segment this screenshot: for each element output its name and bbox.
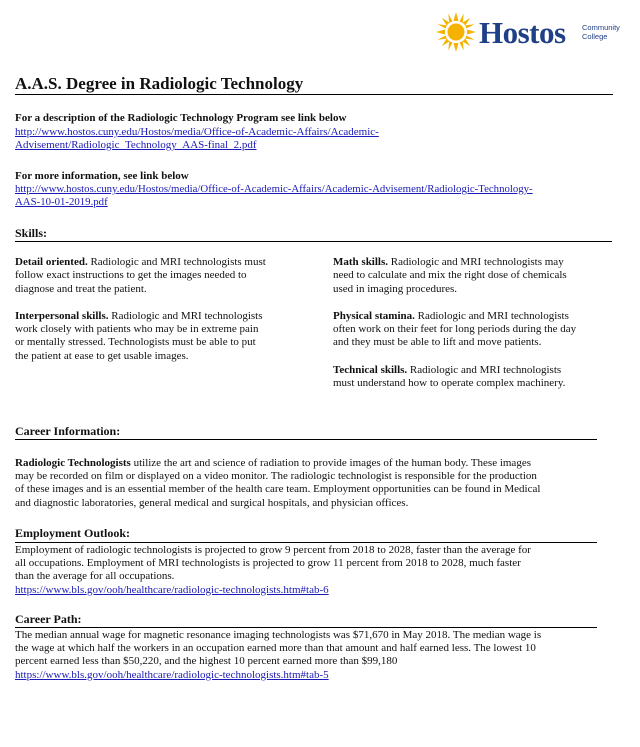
skill-text-line: Radiologic and MRI technologists [407, 363, 562, 376]
skill-name: Interpersonal skills. [15, 309, 109, 322]
skill-technical [333, 364, 618, 391]
career-path-link[interactable]: https://www.bls.gov/ooh/healthcare/radiologic-technologists.htm#tab-5 [15, 668, 329, 681]
skill-physical-stamina [333, 310, 618, 350]
skill-text-line: Radiologic and MRI technologists [108, 309, 263, 322]
skill-text-line: follow exact instructions to get the images needed to [15, 269, 247, 282]
career-path-rule [15, 627, 597, 628]
more-info-link-line2[interactable]: AAS-10-01-2019.pdf [15, 196, 108, 209]
skill-name: Math skills. [333, 256, 389, 268]
sun-logo-icon [436, 12, 476, 52]
skill-text-line: diagnose and treat the patient. [15, 282, 147, 295]
skill-text-line: must understand how to operate complex machinery. [333, 377, 566, 390]
skill-text-line: Radiologic and MRI technologists [414, 309, 569, 322]
description-link-line2[interactable]: Advisement/Radiologic_Technology_AAS-final_2.pdf [15, 139, 257, 152]
logo-subtitle [582, 23, 620, 41]
logo-wordmark: Hostos [479, 15, 566, 50]
more-info-heading: For more information, see link below [15, 170, 189, 182]
page-title: A.A.S. Degree in Radiologic Technology [15, 74, 304, 93]
more-info-link-line1[interactable]: http://www.hostos.cuny.edu/Hostos/media/Office-of-Academic-Affairs/Academic-Advisement/Radiologic-Technology- [15, 183, 533, 195]
career-path-paragraph [15, 629, 541, 682]
skill-text-line: often work on their feet for long periods during the day [333, 323, 577, 336]
skill-text-line: or mentally stressed. Technologists must be able to put [15, 336, 256, 349]
outlook-line: all occupations. Employment of MRI technologists is projected to grow 11 percent from 2018 to 2028, much faster [15, 557, 521, 570]
skill-name: Technical skills. [333, 363, 408, 376]
hostos-logo [436, 12, 632, 56]
more-info-link[interactable] [15, 183, 533, 209]
skills-rule [15, 241, 612, 242]
skill-interpersonal [15, 310, 315, 363]
skill-detail-oriented [15, 256, 315, 296]
skill-text-line: Radiologic and MRI technologists may [388, 256, 564, 268]
skill-name: Physical stamina. [333, 309, 415, 322]
title-rule [15, 94, 613, 95]
skills-left-column [15, 256, 315, 363]
outlook-line: Employment of radiologic technologists is projected to grow 9 percent from 2018 to 2028, faster than the average for [15, 544, 531, 556]
skills-right-column [333, 256, 618, 390]
description-link[interactable] [15, 126, 379, 152]
logo-sub-line1: Community [582, 23, 620, 32]
skill-text-line: used in imaging procedures. [333, 282, 458, 295]
outlook-paragraph [15, 544, 531, 597]
skill-math [333, 256, 618, 296]
career-line: of these images and is an essential member of the health care team. Employment opportunities can be found in Medical [15, 483, 541, 496]
career-path-line: The median annual wage for magnetic resonance imaging technologists was $71,670 in May 2018. The median wage is [15, 629, 542, 641]
outlook-line: than the average for all occupations. [15, 570, 175, 583]
skill-text-line: work closely with patients who may be in extreme pain [15, 323, 259, 336]
skill-text-line: the patient at ease to get usable images. [15, 349, 189, 362]
skills-heading: Skills: [15, 226, 48, 240]
career-path-heading: Career Path: [15, 612, 82, 626]
outlook-rule [15, 542, 597, 543]
career-path-line: the wage at which half the workers in an occupation earned more than that amount and half earned less. The lowest 10 [15, 642, 536, 655]
career-paragraph [15, 457, 540, 510]
career-lead: Radiologic Technologists [15, 457, 131, 469]
outlook-link[interactable]: https://www.bls.gov/ooh/healthcare/radiologic-technologists.htm#tab-6 [15, 583, 329, 596]
career-path-line: percent earned less than $50,220, and the highest 10 percent earned more than $99,180 [15, 655, 398, 668]
career-line: utilize the art and science of radiation to provide images of the human body. These images [130, 457, 531, 469]
description-link-line1[interactable]: http://www.hostos.cuny.edu/Hostos/media/Office-of-Academic-Affairs/Academic- [15, 126, 379, 138]
skill-text-line: and they must be able to lift and move patients. [333, 336, 542, 349]
career-rule [15, 439, 597, 440]
career-line: and diagnostic laboratories, general medical and surgical hospitals, and physician offices. [15, 496, 409, 509]
outlook-heading: Employment Outlook: [15, 526, 131, 540]
skill-text-line: Radiologic and MRI technologists must [87, 256, 266, 268]
description-heading: For a description of the Radiologic Technology Program see link below [15, 112, 347, 124]
skill-name: Detail oriented. [15, 256, 88, 268]
logo-sub-line2: College [582, 32, 608, 41]
career-line: may be recorded on film or displayed on a video monitor. The radiologic technologist is responsible for the production [15, 470, 537, 483]
skill-text-line: need to calculate and mix the right dose of chemicals [333, 269, 567, 282]
career-heading: Career Information: [15, 424, 121, 438]
